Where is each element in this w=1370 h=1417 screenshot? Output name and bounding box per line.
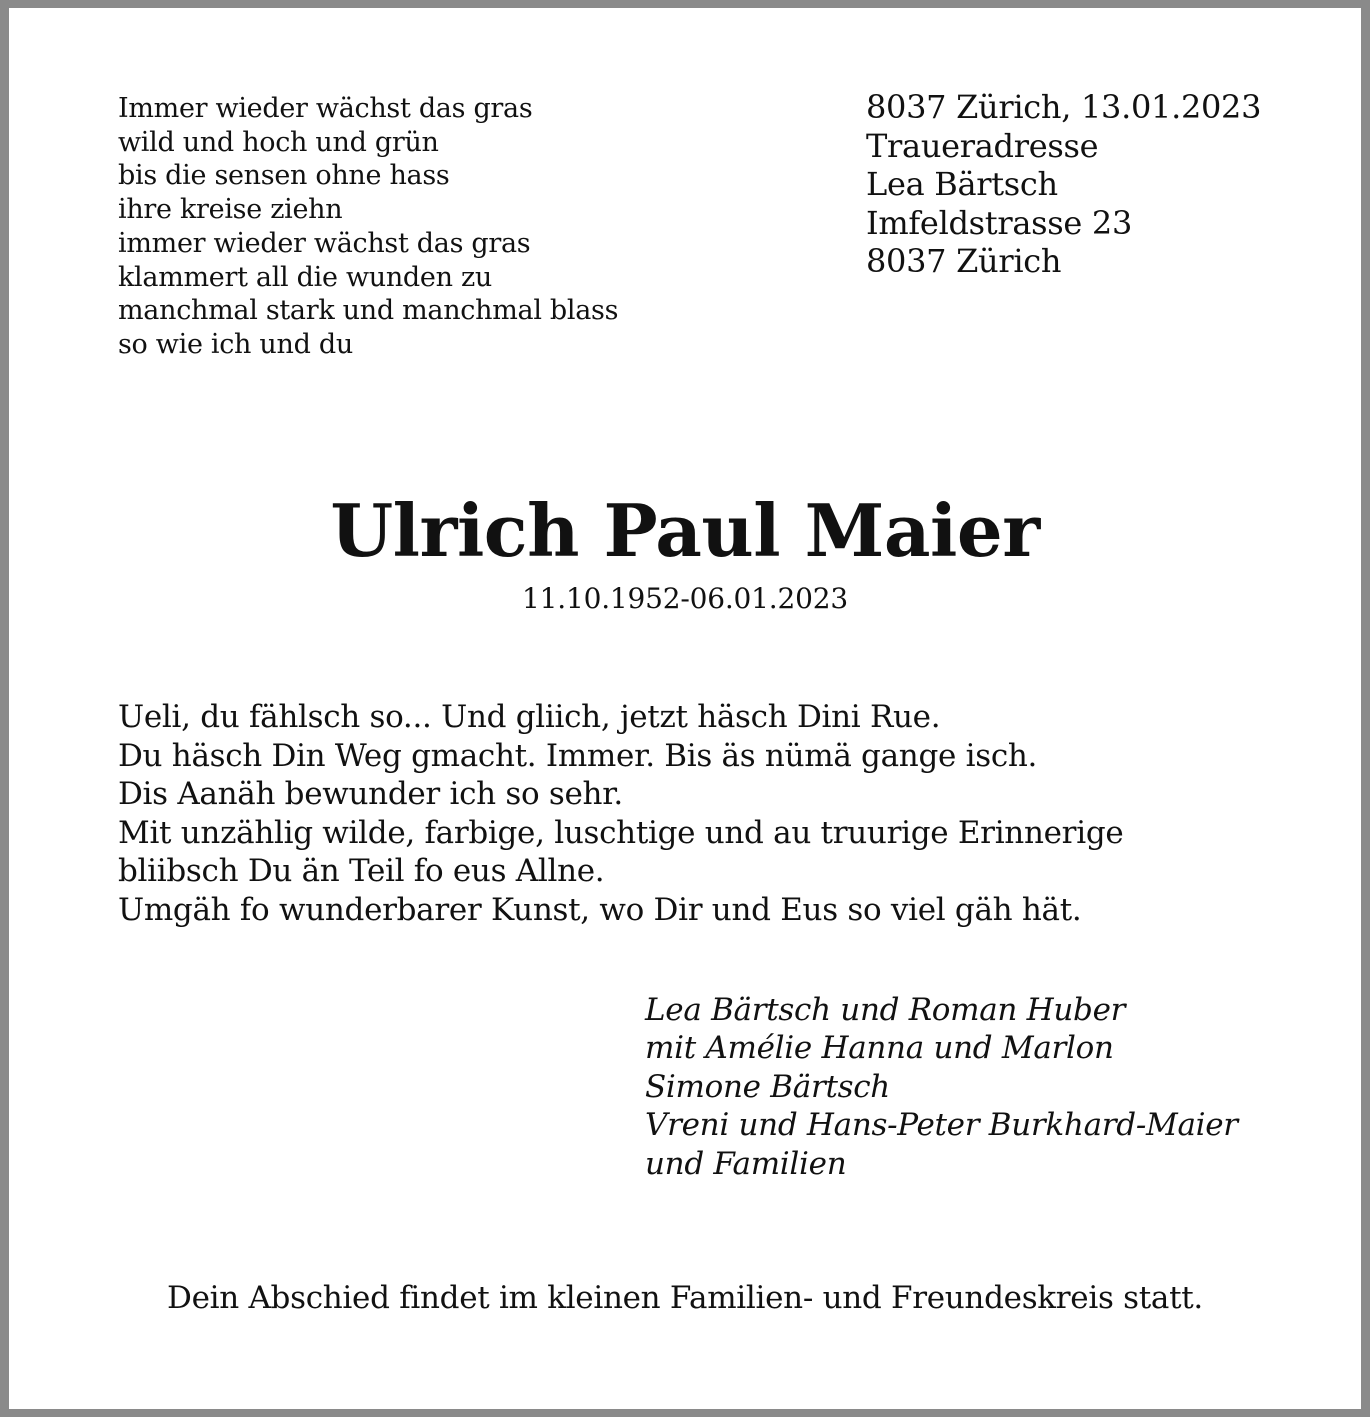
address-name: Lea Bärtsch — [866, 165, 1058, 203]
mourning-address — [866, 88, 1261, 281]
poem-line: manchmal stark und manchmal blass — [118, 295, 619, 327]
mourner-line: mit Amélie Hanna und Marlon — [645, 1030, 1114, 1067]
message-line: Umgäh fo wunderbarer Kunst, wo Dir und Eus so viel gäh hät. — [118, 891, 1082, 928]
life-dates: 11.10.1952-06.01.2023 — [522, 582, 848, 615]
mourner-line: Lea Bärtsch und Roman Huber — [645, 992, 1126, 1028]
poem-line: so wie ich und du — [118, 328, 353, 360]
poem — [118, 92, 618, 362]
obituary-page — [9, 8, 1361, 1409]
message-line: Du häsch Din Weg gmacht. Immer. Bis äs nümä gange isch. — [118, 737, 1038, 774]
message-line: bliibsch Du än Teil fo eus Allne. — [118, 853, 605, 890]
poem-line: Immer wieder wächst das gras — [118, 93, 533, 124]
poem-line: immer wieder wächst das gras — [118, 227, 531, 259]
poem-line: bis die sensen ohne hass — [118, 160, 450, 192]
mourner-line: Vreni und Hans-Peter Burkhard-Maier — [645, 1107, 1238, 1144]
poem-line: ihre kreise ziehn — [118, 194, 343, 226]
deceased-name: Ulrich Paul Maier — [330, 488, 1040, 573]
place-date: 8037 Zürich, 13.01.2023 — [866, 88, 1262, 126]
mourner-line: und Familien — [645, 1145, 847, 1182]
address-city: 8037 Zürich — [866, 242, 1062, 280]
poem-line: wild und hoch und grün — [118, 126, 439, 158]
mourner-line: Simone Bärtsch — [645, 1068, 890, 1105]
funeral-notice: Dein Abschied findet im kleinen Familien- und Freundeskreis statt. — [167, 1280, 1203, 1316]
poem-line: klammert all die wunden zu — [118, 261, 492, 293]
message-line: Dis Aanäh bewunder ich so sehr. — [118, 776, 623, 813]
farewell-message — [118, 698, 1123, 930]
address-street: Imfeldstrasse 23 — [866, 203, 1133, 242]
mourners-list — [645, 991, 1238, 1183]
message-line: Mit unzählig wilde, farbige, luschtige und au truurige Erinnerige — [118, 814, 1124, 851]
address-heading: Traueradresse — [866, 126, 1099, 165]
message-line: Ueli, du fählsch so... Und gliich, jetzt häsch Dini Rue. — [118, 699, 941, 735]
